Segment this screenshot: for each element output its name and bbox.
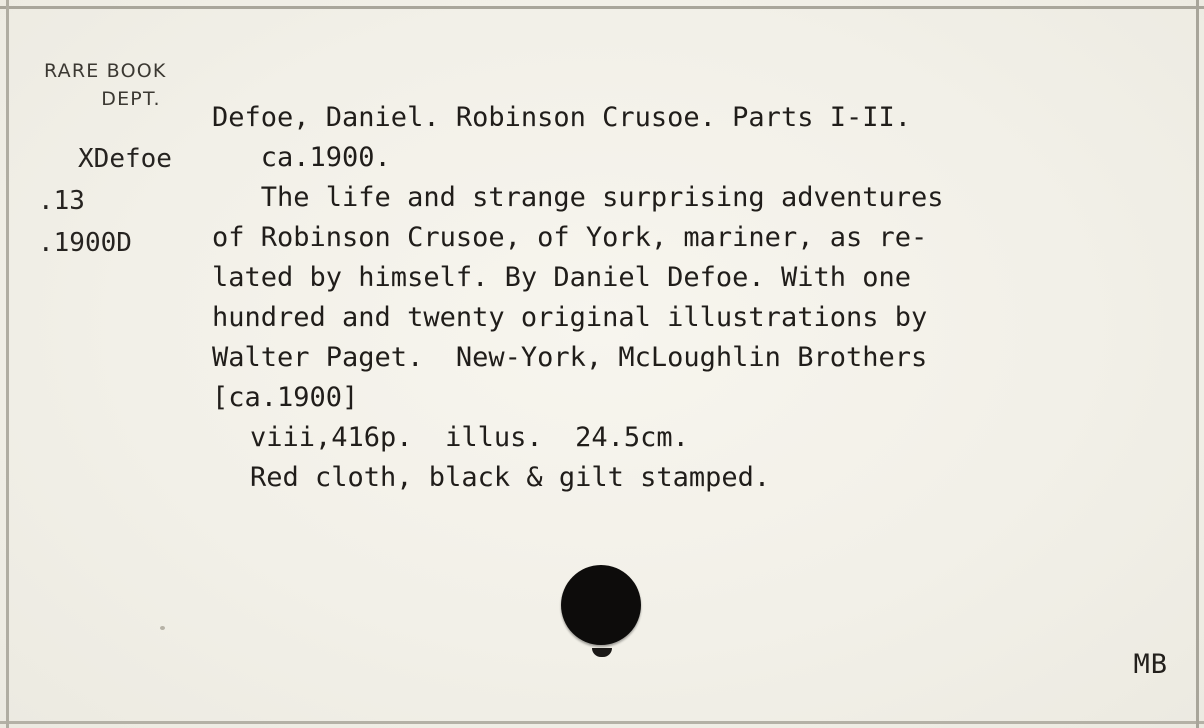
call-number-block	[38, 138, 218, 264]
entry-line: lated by himself. By Daniel Defoe. With one	[212, 262, 911, 293]
card-edge-left	[6, 0, 9, 728]
entry-line: [ca.1900]	[212, 382, 359, 413]
entry-line: Walter Paget. New-York, McLoughlin Brothers	[212, 342, 928, 373]
card-edge-top	[0, 6, 1204, 9]
entry-line: hundred and twenty original illustrations by	[212, 302, 928, 333]
paper-speck	[160, 626, 165, 630]
collation-statement: viii,416p. illus. 24.5cm.	[250, 422, 689, 453]
binding-note: Red cloth, black & gilt stamped.	[250, 462, 771, 493]
card-edge-bottom	[0, 721, 1204, 724]
bibliographic-entry	[212, 98, 1172, 498]
call-number-line-1: XDefoe	[78, 144, 172, 174]
rare-book-dept-stamp	[44, 58, 214, 113]
call-number-line-3: .1900D	[38, 228, 132, 258]
entry-line: Defoe, Daniel. Robinson Crusoe. Parts I-II.	[212, 102, 911, 133]
entry-line: of Robinson Crusoe, of York, mariner, as re-	[212, 222, 928, 253]
stamp-line-2: DEPT.	[101, 87, 161, 110]
entry-line: The life and strange surprising adventures	[212, 182, 944, 213]
entry-line: ca.1900.	[212, 142, 391, 173]
stamp-line-1: RARE BOOK	[44, 60, 167, 82]
punch-hole	[561, 565, 641, 645]
card-edge-right	[1196, 0, 1199, 728]
cataloger-initials: MB	[1133, 649, 1168, 680]
call-number-line-2: .13	[38, 186, 85, 216]
